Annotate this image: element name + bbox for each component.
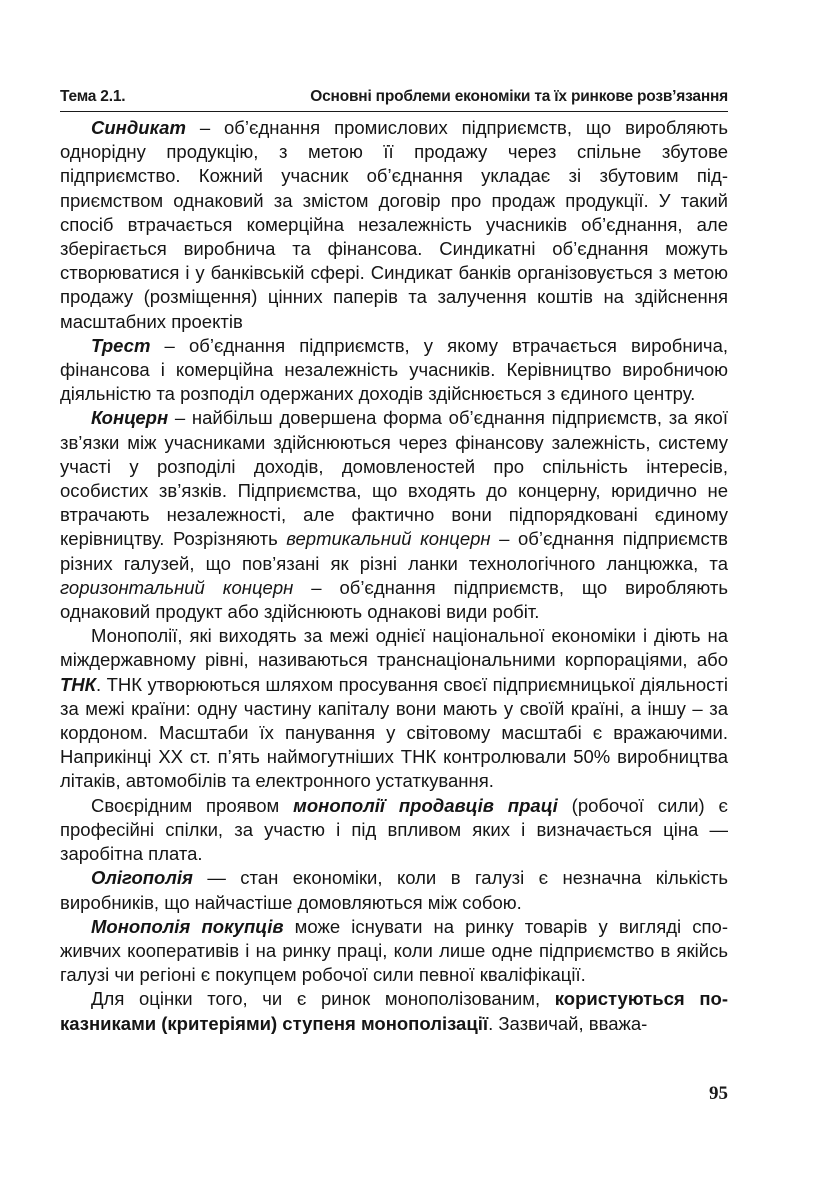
term-concern: Концерн bbox=[91, 407, 169, 429]
indicators-text-part-2: . Зазвичай, вважа- bbox=[488, 1012, 648, 1034]
labor-monopoly-text-part-2: (робочої сили) є професійні спілки, за участю і під впливом яких і визначається ціна — заробітна плата. bbox=[60, 794, 728, 865]
term-vertical-concern: вертикальний концерн bbox=[286, 528, 491, 550]
concern-definition-part-1: – найбільш довершена форма об’єднання підприємств, за якої зв’язки між учасниками здійснюються через фінансову залежність, систему участі у розподілі доходів, домовленостей про спільність інтересів, особистих зв’язків. Підприємства, що входять до концерну, юридично не втрачають незалежності, але фактично вони підпорядковані єдиному керівництву. Розрізняють bbox=[60, 407, 728, 550]
indicators-text-part-1: Для оцінки того, чи є ринок монополізованим, bbox=[91, 988, 555, 1010]
paragraph-oligopoly bbox=[60, 866, 728, 914]
term-tnc: ТНК bbox=[60, 673, 97, 695]
labor-monopoly-text-part-1: Своєрідним проявом bbox=[91, 794, 294, 816]
concern-definition-part-2: – об’єднання підприємств різних галузей, що пов’язані як різні ланки технологічного ланцюжка, та bbox=[60, 528, 728, 574]
trust-definition: – об’єднання підприємств, у якому втрачається виробнича, фінансова і комерційна незалежність учасників. Керівництво виробничою діяльністю та розподіл одержаних доходів здійснюється з єдиного центру. bbox=[60, 334, 728, 405]
oligopoly-definition: — стан економіки, коли в галузі є незначна кількість виробників, що найчастіше домовляються між собою. bbox=[60, 867, 728, 913]
paragraph-indicators bbox=[60, 987, 728, 1035]
concern-definition-part-3: – об’єднання підприємств, що виробляють однаковий продукт або здійснюють однакові види робіт. bbox=[60, 576, 728, 623]
paragraph-monopsony bbox=[60, 915, 728, 988]
paragraph-trust bbox=[60, 334, 728, 407]
monopsony-definition: може існувати на ринку товарів у вигляді споживчих кооперативів і на ринку праці, коли лише одне підприємство в якійсь галузі чи регіоні є покупцем робочої сили певної кваліфікації. bbox=[60, 915, 728, 986]
term-syndicate: Синдикат bbox=[91, 117, 186, 138]
page-number: 95 bbox=[709, 1083, 728, 1104]
running-header bbox=[60, 88, 728, 112]
page-body bbox=[60, 116, 728, 1036]
paragraph-labor-monopoly bbox=[60, 794, 728, 867]
header-topic-number: Тема 2.1. bbox=[60, 88, 126, 105]
paragraph-syndicate bbox=[60, 116, 728, 334]
term-horizontal-concern: горизонтальний концерн bbox=[60, 576, 294, 598]
term-monopolization-indicators: користуються показниками (критеріями) ступеня монополізації bbox=[60, 988, 728, 1034]
term-monopsony: Монополія покупців bbox=[91, 915, 284, 937]
term-trust: Трест bbox=[91, 334, 151, 356]
header-topic-title: Основні проблеми економіки та їх ринкове розв’язання bbox=[310, 88, 728, 105]
tnc-text-part-1: Монополії, які виходять за межі однієї національної економіки і діють на міждержавному рівні, називаються транснаціональними корпораціями, або bbox=[60, 625, 728, 671]
syndicate-definition: – об’єднання промислових підприємств, що виробляють однорідну продукцію, з метою її продажу через спільне збутове підприємство. Кожний учасник об’єднання укладає зі збутовим підприємством однаковий за змістом договір про продаж продукції. У такий спосіб втрачається комерційна незалежність учасників об’єднання, але зберігається виробнича та фінансова. Синдикатні об’єднання можуть створюватися і у банківській сфері. Синдикат банків організовується з метою продажу (розміщення) цінних паперів та залучення коштів на здійснення масштабних проектів bbox=[60, 117, 728, 332]
paragraph-concern bbox=[60, 406, 728, 624]
term-oligopoly: Олігополія bbox=[91, 867, 193, 889]
term-labor-monopoly: монополії продавців праці bbox=[293, 794, 558, 816]
paragraph-tnc bbox=[60, 624, 728, 793]
tnc-text-part-2: . ТНК утворюються шляхом просування своєї підприємницької діяльності за межі країни: одну частину капіталу вони мають у своїй країні, а іншу – за кордоном. Масштаби їх панування у світовому масштабі є вражаючими. Наприкінці XX ст. п’ять наймогутніших ТНК контролювали 50% виробництва літаків, автомобілів та електронного устаткування. bbox=[60, 673, 728, 792]
